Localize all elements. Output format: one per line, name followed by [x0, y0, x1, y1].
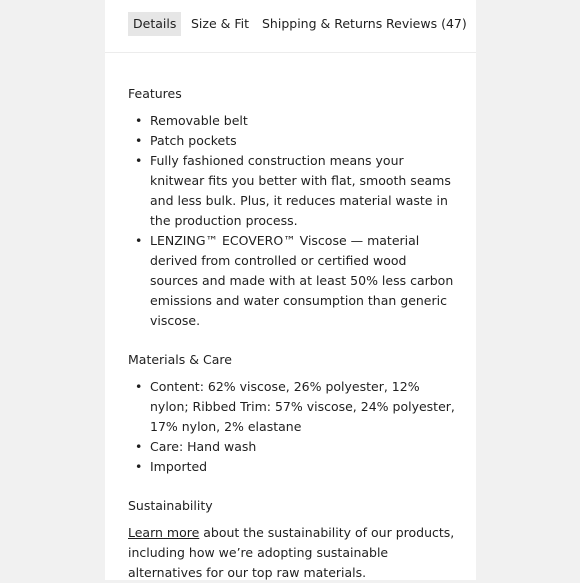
sustainability-description: about the sustainability of our products, including how we’re adopting sustainable alternatives for our top raw materials. — [128, 525, 455, 580]
list-item: • Content: 62% viscose, 26% polyester, 12% nylon; Ribbed Trim: 57% viscose, 24% polyester, 17% nylon, 2% elastane — [128, 377, 458, 437]
list-item: • Removable belt — [128, 111, 458, 131]
tab-bar — [105, 0, 476, 53]
list-item: • Fully fashioned construction means your knitwear fits you better with flat, smooth seams and less bulk. Plus, it reduces material waste in the production process. — [128, 151, 458, 231]
features-list — [128, 111, 458, 331]
features-heading: Features — [128, 86, 182, 101]
tab-details[interactable]: Details — [128, 12, 181, 36]
list-item: • Patch pockets — [128, 131, 458, 151]
product-details-panel — [105, 0, 476, 580]
tab-shipping-returns[interactable]: Shipping & Returns — [262, 16, 383, 31]
tab-size-fit[interactable]: Size & Fit — [191, 16, 250, 31]
tab-reviews[interactable]: Reviews (47) — [386, 16, 467, 31]
sustainability-text — [128, 523, 458, 583]
materials-care-heading: Materials & Care — [128, 352, 232, 367]
materials-list — [128, 377, 458, 477]
learn-more-link[interactable]: Learn more — [128, 525, 200, 540]
sustainability-heading: Sustainability — [128, 498, 213, 513]
details-content — [128, 84, 458, 583]
list-item: • LENZING™ ECOVERO™ Viscose — material derived from controlled or certified wood sources and made with at least 50% less carbon emissions and water consumption than generic viscose. — [128, 231, 458, 331]
list-item: • Imported — [128, 457, 458, 477]
list-item: • Care: Hand wash — [128, 437, 458, 457]
